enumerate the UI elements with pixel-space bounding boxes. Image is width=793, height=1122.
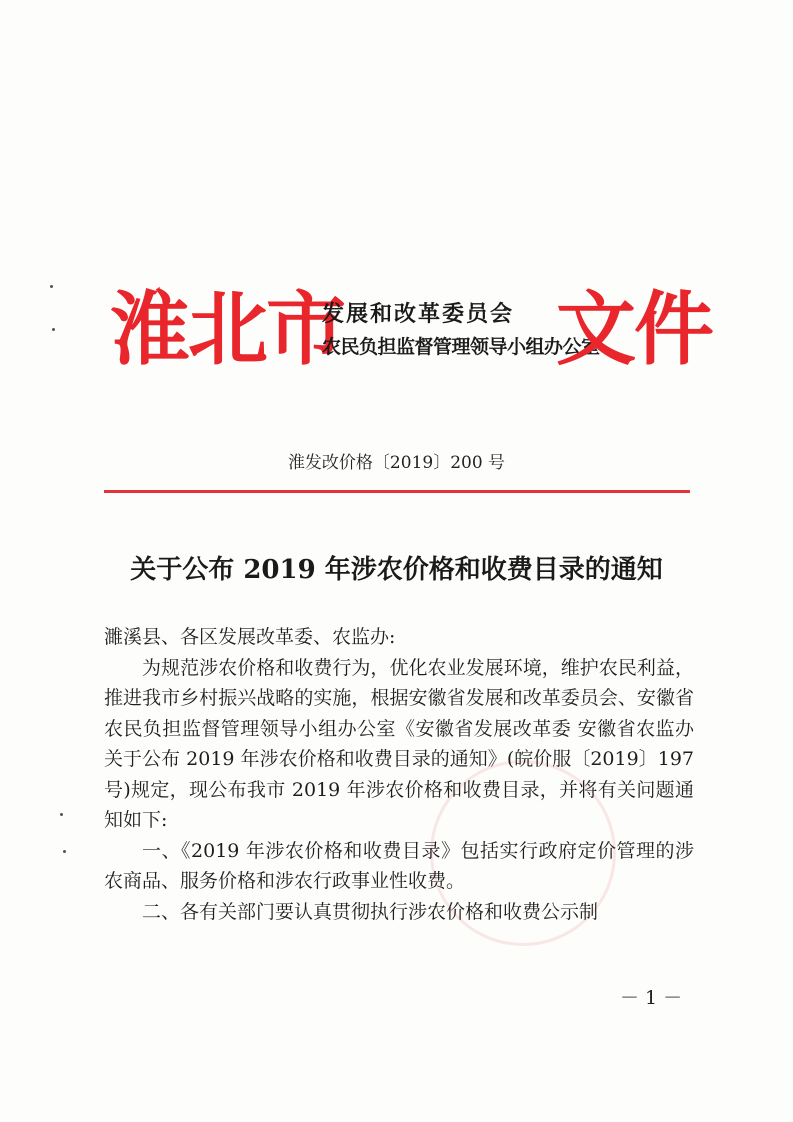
issuer-line-2: 农民负担监督管理领导小组办公室	[322, 336, 600, 358]
masthead-city: 淮北市	[110, 283, 344, 376]
body-paragraph: 二、各有关部门要认真贯彻执行涉农价格和收费公示制	[142, 900, 599, 923]
scan-speck	[63, 850, 66, 853]
masthead-document-word: 文件	[556, 283, 712, 376]
body-paragraph: 为规范涉农价格和收费行为，优化农业发展环境，维护农民利益，推进我市乡村振兴战略的实施，根据安徽省发展和改革委员会、安徽省农民负担监督管理领导小组办公室《安徽省发展改革委 安徽省农监办关于公布 2019 年涉农价格和收费目录的通知》(皖价服〔2019〕197 号)规定，现公布我市 2019 年涉农价格和收费目录，并将有关问题通知如下:	[104, 656, 694, 831]
issuer-line-1: 发展和改革委员会	[322, 302, 515, 327]
scan-speck	[52, 328, 55, 331]
addressee: 濉溪县、各区发展改革委、农监办:	[104, 626, 396, 648]
document-body	[104, 622, 694, 927]
document-number: 淮发改价格〔2019〕200 号	[287, 453, 506, 473]
page-number: － 1 －	[620, 987, 683, 1009]
scan-speck	[50, 285, 53, 288]
body-paragraph: 一、《2019 年涉农价格和收费目录》包括实行政府定价管理的涉农商品、服务价格和涉农行政事业性收费。	[104, 839, 694, 892]
red-divider-line	[104, 490, 690, 493]
scan-speck	[60, 813, 63, 816]
document-title: 关于公布 2019 年涉农价格和收费目录的通知	[130, 555, 663, 585]
